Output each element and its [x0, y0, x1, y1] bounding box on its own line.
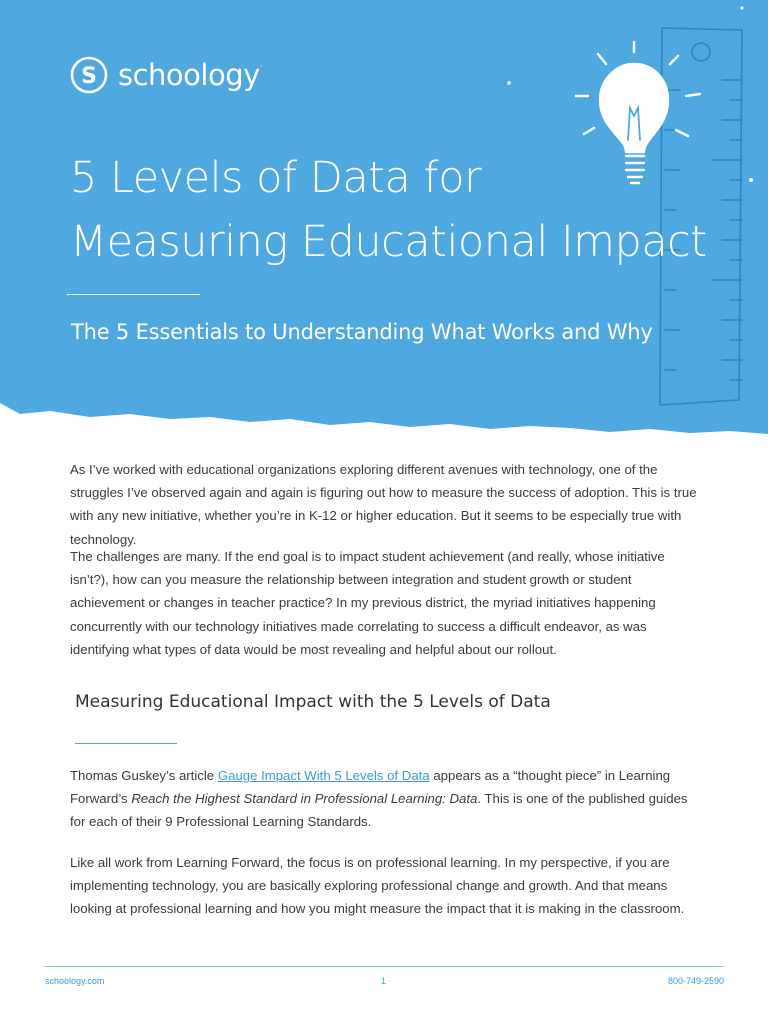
page-title — [70, 146, 720, 274]
page-subtitle: The 5 Essentials to Understanding What Works and Why — [71, 320, 653, 344]
footer-divider — [45, 966, 723, 967]
publication-title: Reach the Highest Standard in Professional Learning: Data — [131, 791, 478, 807]
hero-banner — [0, 0, 768, 440]
schoology-logo — [70, 56, 262, 94]
footer-page-number: 1 — [381, 976, 387, 986]
section-heading: Measuring Educational Impact with the 5 Levels of Data — [75, 692, 551, 712]
brand-name: schoology· — [118, 58, 263, 92]
paragraph-intro: As I’ve worked with educational organizations exploring different avenues with technology, one of the struggles I’ve observed again and again is figuring out how to measure the success of adoption. This is true with any new initiative, whether you’re in K-12 or higher education. But it seems to be especially true with technology. — [70, 462, 697, 547]
title-divider — [67, 294, 200, 295]
title-line-1: 5 Levels of Data for — [70, 153, 482, 203]
paragraph-guskey: Thomas Guskey’s article Gauge Impact With 5 Levels of Data appears as a “thought piece” in Learning Forward’s Reach the Highest Standard in Professional Learning: Data. This is one of the published guides for each of their 9 Professional Learning Standards. — [70, 768, 688, 830]
title-line-2: Measuring Educational Impact — [70, 217, 707, 267]
article-link[interactable]: Gauge Impact With 5 Levels of Data — [217, 768, 430, 783]
footer-website[interactable]: schoology.com — [45, 976, 105, 986]
schoology-s-logo-icon — [70, 56, 108, 94]
svg-text:S: S — [81, 64, 97, 89]
footer-phone: 800-749-2590 — [668, 976, 725, 986]
paragraph-learning-forward: Like all work from Learning Forward, the focus is on professional learning. In my perspective, if you are implementing technology, you are basically exploring professional change and growth. And that means looking at professional learning and how you might measure the impact that it is making in the classroom. — [70, 855, 685, 917]
section-divider — [75, 743, 177, 744]
paragraph-challenges: The challenges are many. If the end goal is to impact student achievement (and really, whose initiative isn’t?), how can you measure the relationship between integration and student growth or student achievement or changes in teacher practice? In my previous district, the myriad initiatives happening concurrently with our technology initiatives made correlating to success a difficult endeavor, as was identifying what types of data would be most revealing and helpful about our rollout. — [70, 549, 665, 657]
